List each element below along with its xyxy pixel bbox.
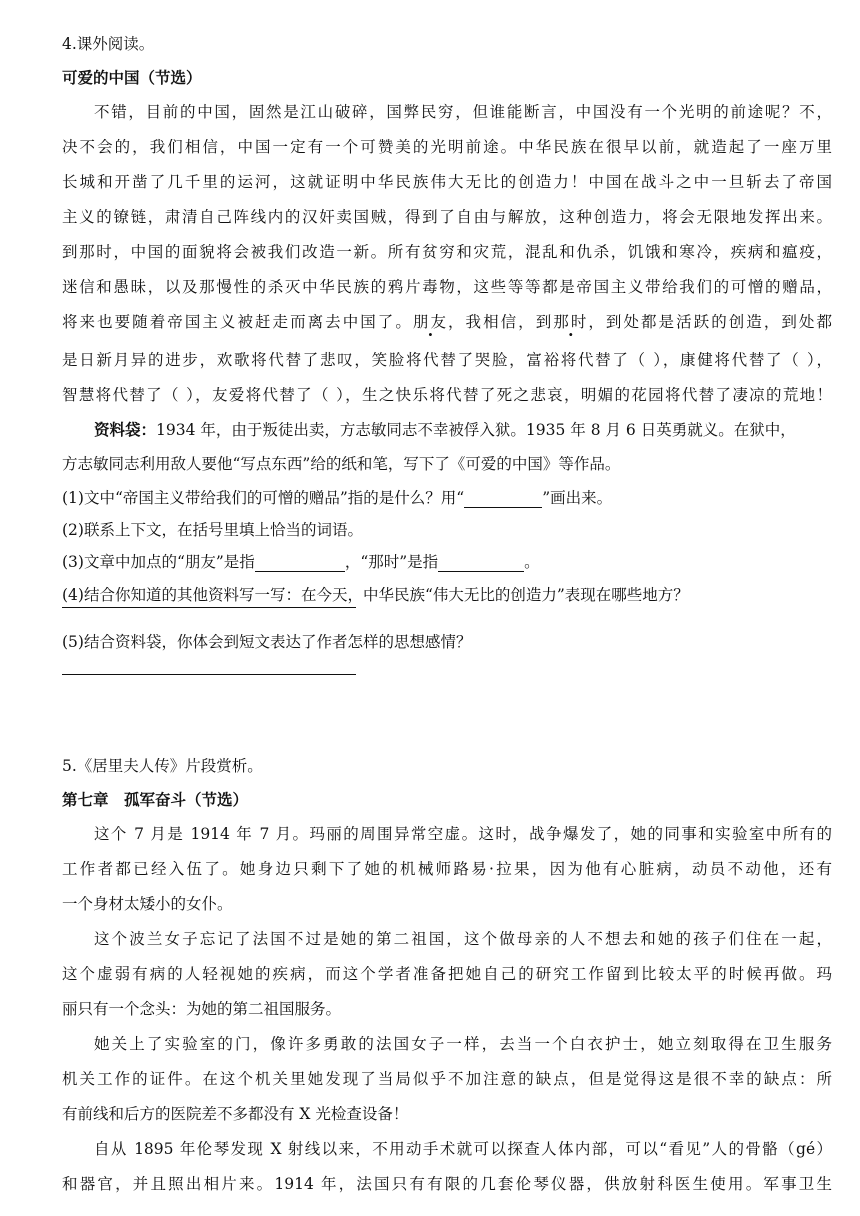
q4-para-line: 是日新月异的进步，欢歌将代替了悲叹，笑脸将代替了哭脸，富裕将代替了（ ），康健将代替了（ ）， <box>62 351 832 369</box>
q5-para-line: 和器官，并且照出相片来。1914 年，法国只有有限的几套伦琴仪器，供放射科医生使用。军事卫生 <box>62 1175 832 1193</box>
q5-para-line: 一个身材太矮小的女仆。 <box>62 895 233 913</box>
q5-heading: 5.《居里夫人传》片段赏析。 <box>62 757 263 775</box>
question-5: (5)结合资料袋，你体会到短文表达了作者怎样的思想感情？ <box>62 633 472 651</box>
q5-para-line: 自从 1895 年伦琴发现 X 射线以来，不用动手术就可以探查人体内部，可以“看见”人的骨骼（gé） <box>94 1140 832 1158</box>
q5-para-line: 工作者都已经入伍了。她身边只剩下了她的机械师路易·拉果，因为他有心脏病，动员不动他，还有 <box>62 860 832 878</box>
q4-para-line: 主义的镣链，肃清自己阵线内的汉奸卖国贼，得到了自由与解放，这种创造力，将会无限地发挥出来。 <box>62 208 832 226</box>
q4-para-line: 不错，目前的中国，固然是江山破碎，国弊民穷，但谁能断言，中国没有一个光明的前途呢？不， <box>94 103 832 121</box>
q5-para-line: 这个波兰女子忘记了法国不过是她的第二祖国，这个做母亲的人不想去和她的孩子们住在一起， <box>94 930 832 948</box>
q4-para-line-dotted <box>62 312 832 332</box>
q4-para-line: 迷信和愚昧，以及那慢性的杀灭中华民族的鸦片毒物，这些等等都是帝国主义带给我们的可憎的赠品， <box>62 278 832 296</box>
q5-para-line: 她关上了实验室的门，像许多勇敢的法国女子一样，去当一个白衣护士，她立刻取得在卫生服务 <box>94 1035 832 1053</box>
info-box-line: 方志敏同志利用敌人要他“写点东西”给的纸和笔，写下了《可爱的中国》等作品。 <box>62 455 621 473</box>
text-segment: 将来也要随着帝国主义被赶走而离去中国了。 <box>62 313 413 331</box>
question-3: (3)文章中加点的“朋友”是指 ，“那时”是指 。 <box>62 553 540 571</box>
q4-para-line: 长城和开凿了几千里的运河，这就证明中华民族伟大无比的创造力！中国在战斗之中一旦斩去了帝国 <box>62 173 832 191</box>
text-segment: ，我相信，到 <box>448 313 554 331</box>
q4-para-line: 到那时，中国的面貌将会被我们改造一新。所有贫穷和灾荒，混乱和仇杀，饥饿和寒冷，疾病和瘟疫， <box>62 243 832 261</box>
q5-para-line: 这个 7 月是 1914 年 7 月。玛丽的周围异常空虚。这时，战争爆发了，她的同事和实验室中所有的 <box>94 825 832 843</box>
answer-line-4[interactable] <box>62 607 356 608</box>
dotted-word-friend: 朋友 <box>412 313 448 331</box>
answer-line-5[interactable] <box>62 674 356 675</box>
q5-para-line: 丽只有一个念头：为她的第二祖国服务。 <box>62 1000 342 1018</box>
q4-passage-title: 可爱的中国（节选） <box>62 69 202 87</box>
question-4: (4)结合你知道的其他资料写一写：在今天，中华民族“伟大无比的创造力”表现在哪些地方？ <box>62 586 689 604</box>
info-box-line <box>62 420 796 440</box>
q4-para-line: 智慧将代替了（ ），友爱将代替了（ ），生之快乐将代替了死之悲哀，明媚的花园将代替了凄凉的荒地！ <box>62 386 832 404</box>
q5-para-line: 机关工作的证件。在这个机关里她发现了当局似乎不加注意的缺点，但是觉得这是很不幸的缺点：所 <box>62 1070 832 1088</box>
q5-para-line: 这个虚弱有病的人轻视她的疾病，而这个学者准备把她自己的研究工作留到比较太平的时候再做。玛 <box>62 965 832 983</box>
dotted-word-then: 那时 <box>553 313 589 331</box>
underline-blank <box>464 491 542 508</box>
info-box-text: 1934 年，由于叛徒出卖，方志敏同志不幸被俘入狱。1935 年 8 月 6 日英勇就义。在狱中， <box>156 421 796 439</box>
question-1: (1)文中“帝国主义带给我们的可憎的赠品”指的是什么？用“ ”画出来。 <box>62 489 613 507</box>
question-2: (2)联系上下文，在括号里填上恰当的词语。 <box>62 521 363 539</box>
q4-para-line: 决不会的，我们相信，中国一定有一个可赞美的光明前途。中华民族在很早以前，就造起了一座万里 <box>62 138 832 156</box>
q5-chapter-title: 第七章 孤军奋斗（节选） <box>62 791 249 809</box>
q4-heading: 4.课外阅读。 <box>62 35 155 53</box>
answer-blank-then[interactable] <box>438 555 524 572</box>
info-box-label: 资料袋： <box>94 421 157 439</box>
text-segment: ，到处都是活跃的创造，到处都 <box>588 313 832 331</box>
q5-para-line: 有前线和后方的医院差不多都没有 X 光检查设备！ <box>62 1105 409 1123</box>
answer-blank-friend[interactable] <box>255 555 345 572</box>
